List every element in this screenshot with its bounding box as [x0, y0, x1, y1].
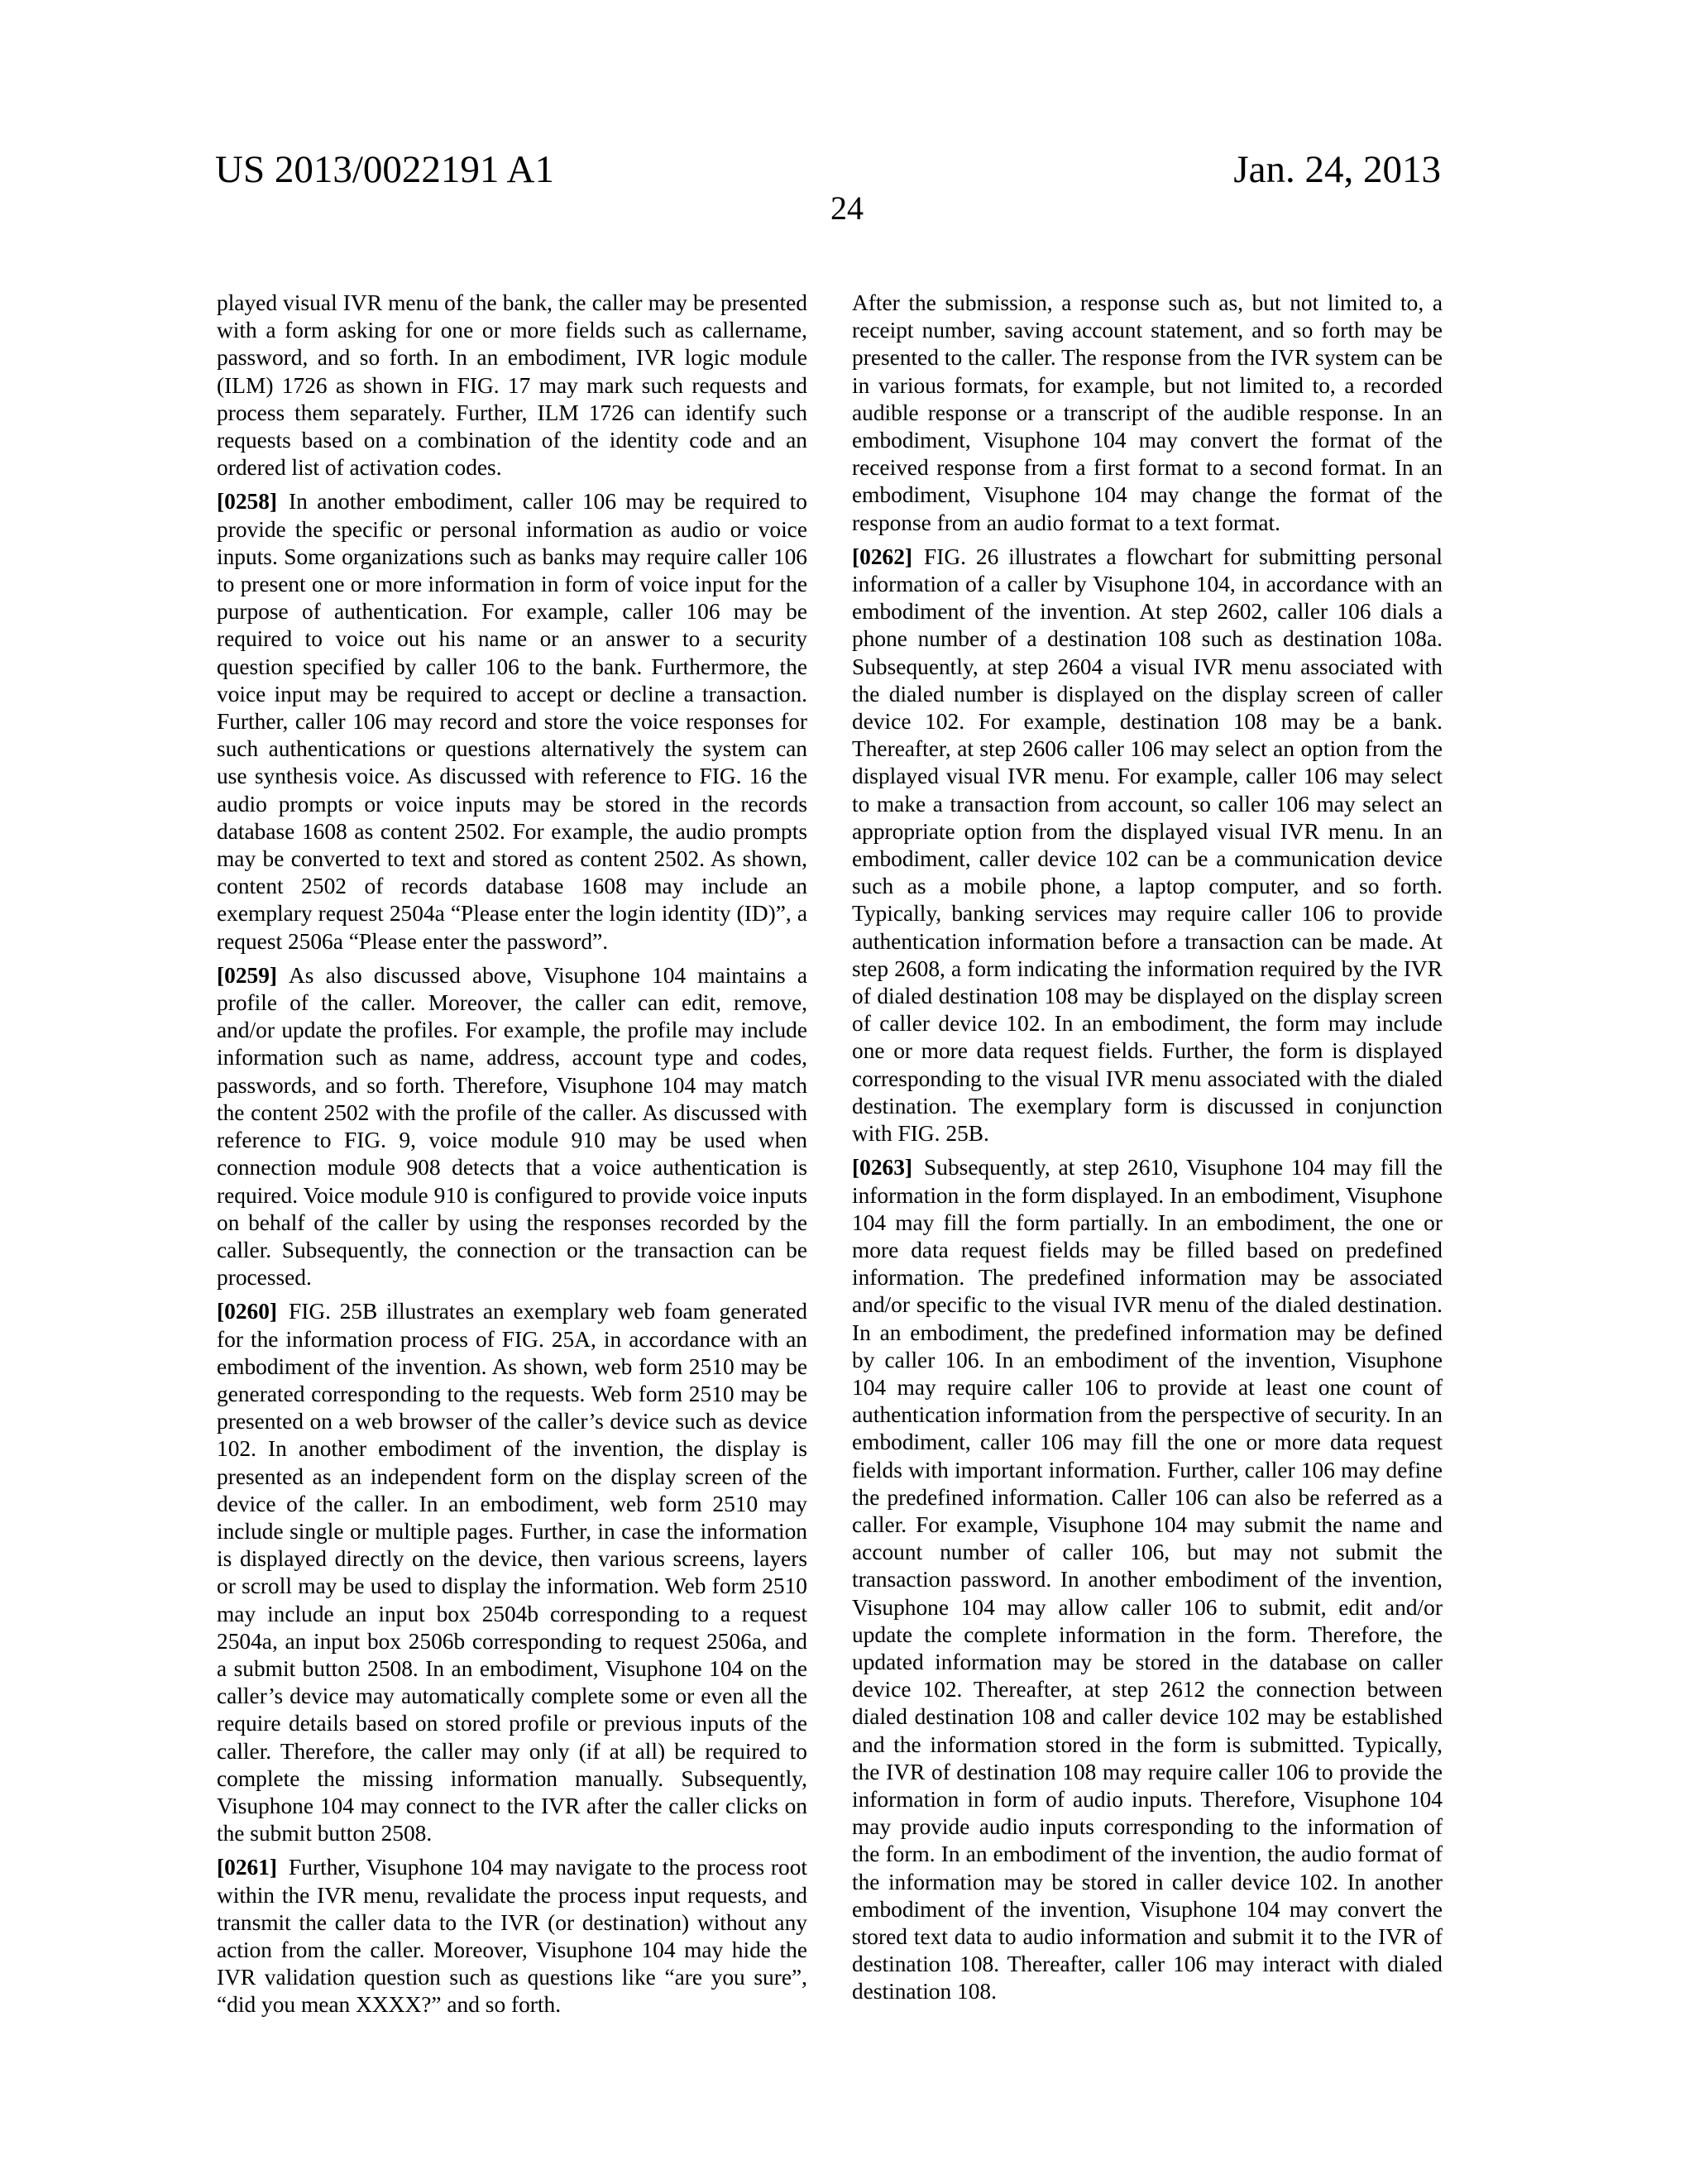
- paragraph-id: [0261]: [217, 1855, 278, 1880]
- paragraph-text: Subsequently, at step 2610, Visuphone 104 may fill the information in the form displayed. In an embodiment, Visuphone 104 may fill the form partially. In an embodiment, the one or more data request fields may be filled based on predefined information. The predefined information may be associated and/or specific to the visual IVR menu of the dialed destination. In an embodiment, the predefined information may be defined by caller 106. In an embodiment of the invention, Visuphone 104 may require caller 106 to provide at least one count of authentication information from the perspective of security. In an embodiment, caller 106 may fill the one or more data request fields with important information. Further, caller 106 may define the predefined information. Caller 106 can also be referred as a caller. For example, Visuphone 104 may submit the name and account number of caller 106, but may not submit the transaction password. In another embodiment of the invention, Visuphone 104 may allow caller 106 to submit, edit and/or update the complete information in the form. Therefore, the updated information may be stored in the database on caller device 102. Thereafter, at step 2612 the connection between dialed destination 108 and caller device 102 may be established and the information stored in the form is submitted. Typically, the IVR of destination 108 may require caller 106 to provide the information in form of audio inputs. Therefore, Visuphone 104 may provide audio inputs corresponding to the information of the form. In an embodiment of the invention, the audio format of the information may be stored in caller device 102. In another embodiment of the invention, Visuphone 104 may convert the stored text data to audio information and submit it to the IVR of destination 108. Thereafter, caller 106 may interact with dialed destination 108.: [852, 1155, 1443, 2004]
- right-column: [852, 290, 1443, 2013]
- paragraph-text: FIG. 25B illustrates an exemplary web foam generated for the information process of FIG. 25A, in accordance with an embodiment of the invention. As shown, web form 2510 may be generated corresponding to the requests. Web form 2510 may be presented on a web browser of the caller’s device such as device 102. In another embodiment of the invention, the display is presented as an independent form on the display screen of the device of the caller. In an embodiment, web form 2510 may include single or multiple pages. Further, in case the information is displayed directly on the device, then various screens, layers or scroll may be used to display the information. Web form 2510 may include an input box 2504b corresponding to a request 2504a, an input box 2506b corresponding to request 2506a, and a submit button 2508. In an embodiment, Visuphone 104 on the caller’s device may automatically complete some or even all the require details based on stored profile or previous inputs of the caller. Therefore, the caller may only (if at all) be required to complete the missing information manually. Subsequently, Visuphone 104 may connect to the IVR after the caller clicks on the submit button 2508.: [217, 1299, 807, 1846]
- paragraph-0263: [852, 1154, 1443, 2005]
- paragraph-0262: [852, 544, 1443, 1147]
- paragraph-text: FIG. 26 illustrates a flowchart for submitting personal information of a caller by Visuphone 104, in accordance with an embodiment of the invention. At step 2602, caller 106 dials a phone number of a destination 108 such as destination 108a. Subsequently, at step 2604 a visual IVR menu associated with the dialed number is displayed on the display screen of caller device 102. For example, destination 108 may be a bank. Thereafter, at step 2606 caller 106 may select an option from the displayed visual IVR menu. For example, caller 106 may select to make a transaction from account, so caller 106 may select an appropriate option from the displayed visual IVR menu. In an embodiment, caller device 102 can be a communication device such as a mobile phone, a laptop computer, and so forth. Typically, banking services may require caller 106 to provide authentication information before a transaction can be made. At step 2608, a form indicating the information required by the IVR of dialed destination 108 may be displayed on the display screen of caller device 102. In an embodiment, the form may include one or more data request fields. Further, the form is displayed corresponding to the visual IVR menu associated with the dialed destination. The exemplary form is discussed in conjunction with FIG. 25B.: [852, 544, 1443, 1147]
- paragraph-0261: [217, 1854, 807, 2019]
- paragraph-text: Further, Visuphone 104 may navigate to the process root within the IVR menu, revalidate the process input requests, and transmit the caller data to the IVR (or destination) without any action from the caller. Moreover, Visuphone 104 may hide the IVR validation question such as questions like “are you sure”, “did you mean XXXX?” and so forth.: [217, 1855, 807, 2018]
- paragraph-id: [0263]: [852, 1155, 913, 1181]
- paragraph-text: In another embodiment, caller 106 may be required to provide the specific or personal information as audio or voice inputs. Some organizations such as banks may require caller 106 to present one or more information in form of voice input for the purpose of authentication. For example, caller 106 may be required to voice out his name or an answer to a security question specified by caller 106 to the bank. Furthermore, the voice input may be required to accept or decline a transaction. Further, caller 106 may record and store the voice responses for such authentications or questions alternatively the system can use synthesis voice. As discussed with reference to FIG. 16 the audio prompts or voice inputs may be stored in the records database 1608 as content 2502. For example, the audio prompts may be converted to text and stored as content 2502. As shown, content 2502 of records database 1608 may include an exemplary request 2504a “Please enter the login identity (ID)”, a request 2506a “Please enter the password”.: [217, 489, 807, 954]
- continued-paragraph: After the submission, a response such as, but not limited to, a receipt number, saving account statement, and so forth may be presented to the caller. The response from the IVR system can be in various formats, for example, but not limited to, a recorded audible response or a transcript of the audible response. In an embodiment, Visuphone 104 may convert the format of the received response from a first format to a second format. In an embodiment, Visuphone 104 may change the format of the response from an audio format to a text format.: [852, 290, 1443, 535]
- publication-date: Jan. 24, 2013: [1233, 148, 1441, 191]
- paragraph-0258: [217, 488, 807, 955]
- continued-paragraph: played visual IVR menu of the bank, the caller may be presented with a form asking for one or more fields such as callername, password, and so forth. In an embodiment, IVR logic module (ILM) 1726 as shown in FIG. 17 may mark such requests and process them separately. Further, ILM 1726 can identify such requests based on a combination of the identity code and an ordered list of activation codes.: [217, 290, 807, 481]
- page-number: 24: [830, 189, 864, 227]
- paragraph-text: As also discussed above, Visuphone 104 maintains a profile of the caller. Moreover, the caller can edit, remove, and/or update the profiles. For example, the profile may include information such as name, address, account type and codes, passwords, and so forth. Therefore, Visuphone 104 may match the content 2502 with the profile of the caller. As discussed with reference to FIG. 9, voice module 910 may be used when connection module 908 detects that a voice authentication is required. Voice module 910 is configured to provide voice inputs on behalf of the caller by using the responses recorded by the caller. Subsequently, the connection or the transaction can be processed.: [217, 962, 807, 1291]
- paragraph-id: [0260]: [217, 1299, 278, 1324]
- paragraph-0259: [217, 962, 807, 1291]
- paragraph-id: [0259]: [217, 962, 278, 988]
- publication-number: US 2013/0022191 A1: [215, 148, 554, 191]
- paragraph-id: [0258]: [217, 489, 278, 515]
- left-column: [217, 290, 807, 2026]
- paragraph-id: [0262]: [852, 544, 913, 569]
- paragraph-0260: [217, 1298, 807, 1847]
